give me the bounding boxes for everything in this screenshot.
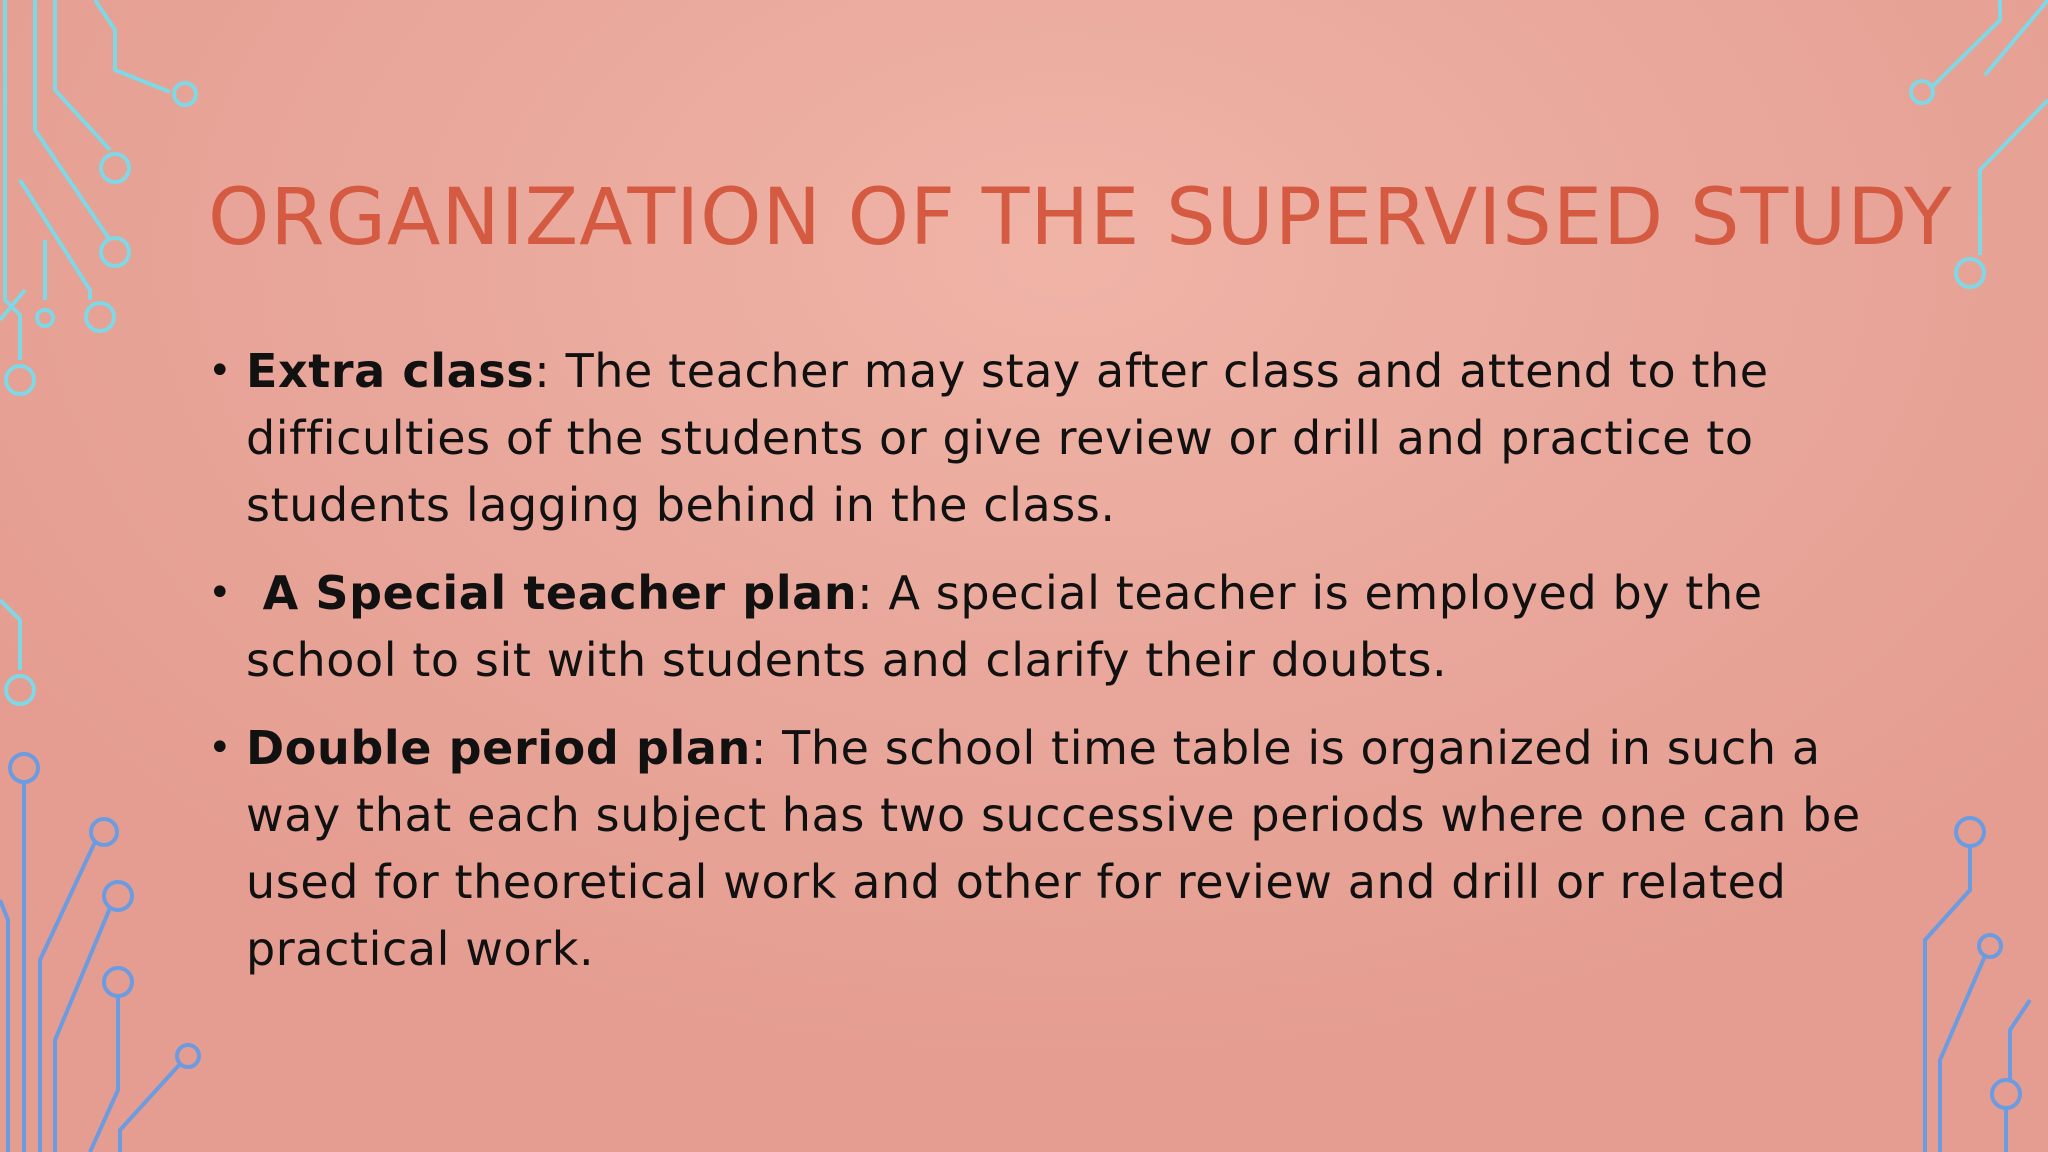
bullet-special-teacher-plan — [208, 560, 1868, 694]
bullet-term: A Special teacher plan — [246, 566, 858, 620]
circuit-top-left-icon — [0, 0, 196, 394]
bullet-text: : The school time table is organized in such a way that each subject has two successive periods where one can be used for theoretical work and other for review and drill or related practical work. — [246, 721, 1861, 976]
slide-title: ORGANIZATION OF THE SUPERVISED STUDY — [208, 173, 1953, 263]
bullet-extra-class — [208, 338, 1868, 539]
circuit-bottom-right-icon — [1925, 818, 2030, 1152]
bullet-text: : A special teacher is employed by the school to sit with students and clarify their doubts. — [246, 566, 1763, 687]
bullet-term: Double period plan — [246, 721, 751, 775]
bullet-list — [208, 338, 1868, 1004]
bullet-dot-icon: • — [208, 570, 233, 616]
bullet-double-period-plan — [208, 715, 1868, 983]
bullet-dot-icon: • — [208, 348, 233, 394]
bullet-term: Extra class — [246, 344, 535, 398]
bullet-text: : The teacher may stay after class and attend to the difficulties of the students or give review or drill and practice to students lagging behind in the class. — [246, 344, 1769, 532]
circuit-bottom-left-icon — [0, 754, 199, 1152]
bullet-dot-icon: • — [208, 725, 233, 771]
circuit-left-middle-icon — [0, 600, 34, 704]
